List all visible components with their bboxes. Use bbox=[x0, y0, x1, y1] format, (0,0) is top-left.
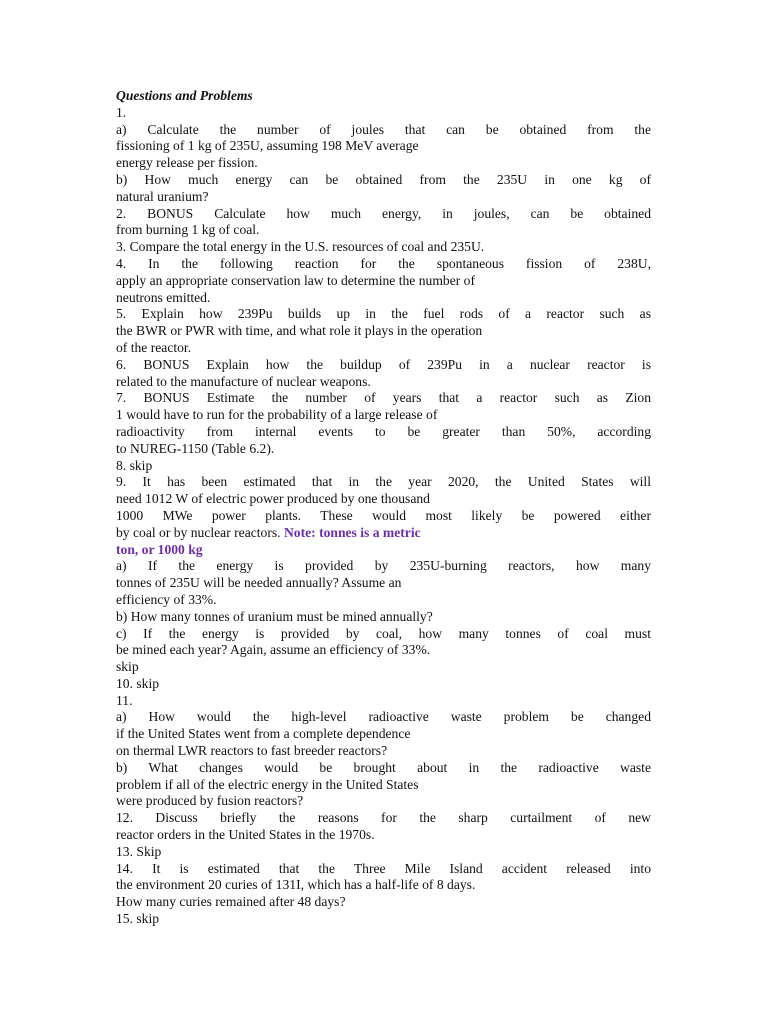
line-text: 15. skip bbox=[116, 911, 160, 927]
document-body bbox=[116, 105, 651, 928]
line-text: reactor orders in the United States in the 1970s. bbox=[116, 827, 375, 843]
text-line bbox=[116, 894, 651, 911]
line-text: problem if all of the electric energy in the United States bbox=[116, 776, 419, 792]
line-text: of the reactor. bbox=[116, 339, 192, 355]
line-text: 6. BONUS Explain how the buildup of 239Pu in a nuclear reactor is bbox=[116, 356, 651, 372]
text-line bbox=[116, 709, 651, 726]
text-line bbox=[116, 340, 651, 357]
text-line bbox=[116, 239, 651, 256]
line-text: from burning 1 kg of coal. bbox=[116, 222, 260, 238]
line-text: 11. bbox=[116, 692, 133, 708]
text-line bbox=[116, 357, 651, 374]
text-line bbox=[116, 138, 651, 155]
text-line bbox=[116, 424, 651, 441]
line-text: 13. Skip bbox=[116, 843, 162, 859]
text-line bbox=[116, 508, 651, 525]
line-text: b) What changes would be brought about in the radioactive waste bbox=[116, 759, 651, 775]
line-text: b) How much energy can be obtained from the 235U in one kg of bbox=[116, 171, 651, 187]
text-line bbox=[116, 676, 651, 693]
text-line bbox=[116, 642, 651, 659]
text-line bbox=[116, 189, 651, 206]
text-line bbox=[116, 844, 651, 861]
text-line bbox=[116, 172, 651, 189]
text-line bbox=[116, 458, 651, 475]
line-text: a) If the energy is provided by 235U-burning reactors, how many bbox=[116, 558, 651, 574]
text-line bbox=[116, 525, 651, 542]
line-text: How many curies remained after 48 days? bbox=[116, 894, 346, 910]
page-title: Questions and Problems bbox=[116, 88, 253, 103]
text-line bbox=[116, 155, 651, 172]
line-text: b) How many tonnes of uranium must be mined annually? bbox=[116, 608, 433, 624]
line-text: by coal or by nuclear reactors. bbox=[116, 524, 281, 540]
text-line bbox=[116, 911, 651, 928]
line-text: ton, or 1000 kg bbox=[116, 541, 203, 557]
line-text: fissioning of 1 kg of 235U, assuming 198 MeV average bbox=[116, 138, 419, 154]
text-line bbox=[116, 693, 651, 710]
note-text: Note: tonnes is a metric bbox=[283, 524, 421, 540]
text-line bbox=[116, 374, 651, 391]
text-line bbox=[116, 743, 651, 760]
text-line bbox=[116, 323, 651, 340]
line-text: if the United States went from a complete dependence bbox=[116, 726, 411, 742]
note-text bbox=[116, 542, 651, 559]
line-text: 1. bbox=[116, 104, 127, 120]
text-line bbox=[116, 793, 651, 810]
text-line bbox=[116, 306, 651, 323]
line-text: neutrons emitted. bbox=[116, 289, 211, 305]
line-text: efficiency of 33%. bbox=[116, 591, 217, 607]
line-text: 7. BONUS Estimate the number of years that a reactor such as Zion bbox=[116, 390, 651, 406]
line-text: radioactivity from internal events to be greater than 50%, according bbox=[116, 423, 651, 439]
text-line bbox=[116, 777, 651, 794]
line-text: 2. BONUS Calculate how much energy, in joules, can be obtained bbox=[116, 205, 651, 221]
text-line bbox=[116, 441, 651, 458]
text-line bbox=[116, 760, 651, 777]
text-line bbox=[116, 407, 651, 424]
line-text: energy release per fission. bbox=[116, 155, 258, 171]
line-text: apply an appropriate conservation law to determine the number of bbox=[116, 272, 475, 288]
line-text: be mined each year? Again, assume an efficiency of 33%. bbox=[116, 642, 431, 658]
line-text: 1 would have to run for the probability of a large release of bbox=[116, 407, 438, 423]
text-line bbox=[116, 390, 651, 407]
text-line bbox=[116, 810, 651, 827]
line-text: 10. skip bbox=[116, 675, 160, 691]
line-text: 12. Discuss briefly the reasons for the sharp curtailment of new bbox=[116, 810, 651, 826]
line-text: 8. skip bbox=[116, 457, 153, 473]
line-text: a) How would the high-level radioactive waste problem be changed bbox=[116, 709, 651, 725]
line-text: need 1012 W of electric power produced by one thousand bbox=[116, 491, 430, 507]
text-line bbox=[116, 609, 651, 626]
line-text: the BWR or PWR with time, and what role it plays in the operation bbox=[116, 323, 483, 339]
text-line bbox=[116, 861, 651, 878]
line-text: 1000 MWe power plants. These would most likely be powered either bbox=[116, 507, 651, 523]
text-line bbox=[116, 491, 651, 508]
line-text: 4. In the following reaction for the spontaneous fission of 238U, bbox=[116, 255, 651, 271]
line-text: 14. It is estimated that the Three Mile Island accident released into bbox=[116, 860, 651, 876]
line-text: tonnes of 235U will be needed annually? Assume an bbox=[116, 575, 402, 591]
line-text: related to the manufacture of nuclear weapons. bbox=[116, 373, 371, 389]
line-text: on thermal LWR reactors to fast breeder reactors? bbox=[116, 743, 388, 759]
text-line bbox=[116, 592, 651, 609]
text-line bbox=[116, 877, 651, 894]
text-line bbox=[116, 290, 651, 307]
text-line bbox=[116, 105, 651, 122]
text-line bbox=[116, 659, 651, 676]
text-line bbox=[116, 222, 651, 239]
text-line bbox=[116, 122, 651, 139]
line-text: to NUREG-1150 (Table 6.2). bbox=[116, 440, 275, 456]
line-text: 9. It has been estimated that in the year 2020, the United States will bbox=[116, 474, 651, 490]
text-line bbox=[116, 558, 651, 575]
document-page bbox=[116, 88, 651, 928]
text-line bbox=[116, 827, 651, 844]
text-line bbox=[116, 726, 651, 743]
line-text: c) If the energy is provided by coal, how many tonnes of coal must bbox=[116, 625, 651, 641]
line-text: natural uranium? bbox=[116, 188, 209, 204]
text-line bbox=[116, 474, 651, 491]
text-line bbox=[116, 256, 651, 273]
text-line bbox=[116, 206, 651, 223]
text-line bbox=[116, 626, 651, 643]
text-line bbox=[116, 273, 651, 290]
line-text: were produced by fusion reactors? bbox=[116, 793, 304, 809]
line-text: the environment 20 curies of 131I, which has a half-life of 8 days. bbox=[116, 877, 476, 893]
line-text: 5. Explain how 239Pu builds up in the fuel rods of a reactor such as bbox=[116, 306, 651, 322]
line-text: skip bbox=[116, 659, 139, 675]
text-line bbox=[116, 575, 651, 592]
line-text: 3. Compare the total energy in the U.S. resources of coal and 235U. bbox=[116, 239, 485, 255]
line-text: a) Calculate the number of joules that can be obtained from the bbox=[116, 121, 651, 137]
